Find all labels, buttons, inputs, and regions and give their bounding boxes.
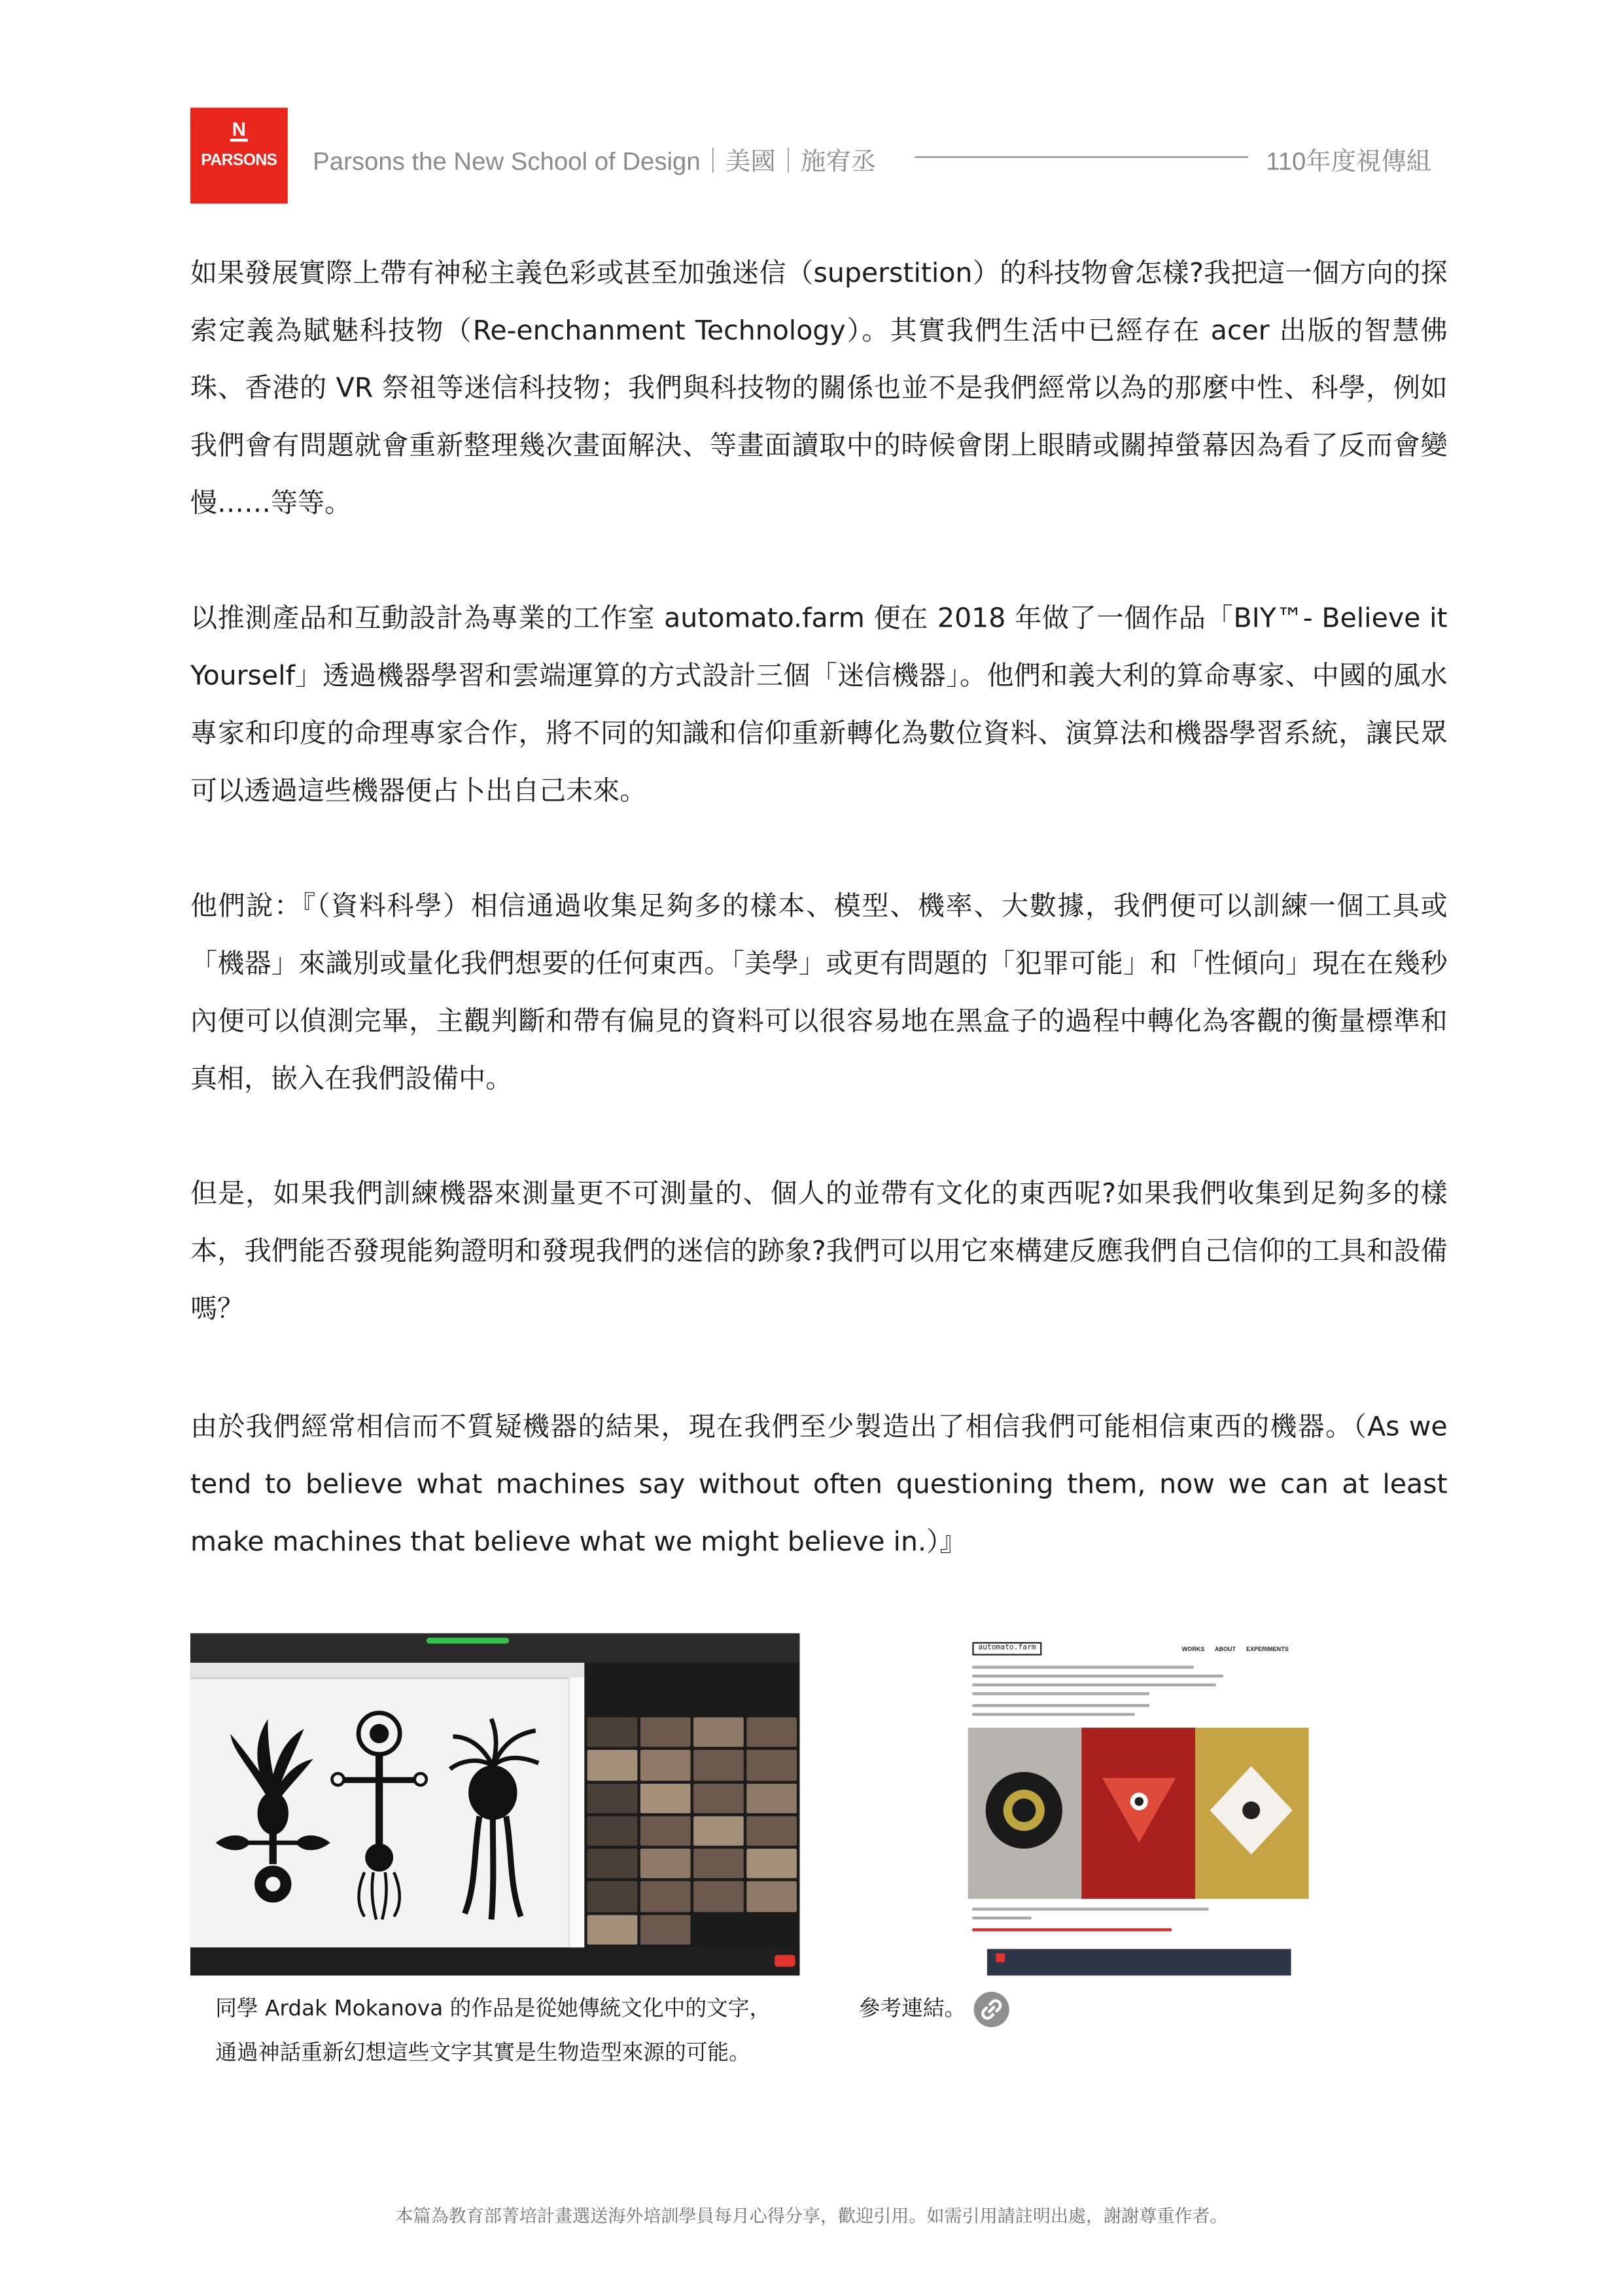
participant-tile [693,1717,744,1747]
logo-mark: N [231,121,248,142]
caption-line-2: 通過神話重新幻想這些文字其實是生物造型來源的可能。 [215,2042,750,2066]
preorder-notice [972,1928,1171,1932]
participant-tile [693,1783,744,1813]
shared-screen [190,1663,584,1947]
product-panel-gold [1195,1728,1309,1899]
participant-tile [693,1849,744,1879]
participant-tile [587,1783,638,1813]
sharing-indicator [427,1638,509,1644]
zoom-meeting-screenshot [190,1633,800,1975]
leave-button [775,1955,795,1967]
product-panel-red [1081,1728,1195,1899]
text-line [972,1665,1193,1669]
window-title-bar [190,1645,800,1663]
header-issue: 110年度視傳組 [1266,147,1432,176]
paragraph-2: 以推測產品和互動設計為專業的工作室 automato.farm 便在 2018 年做了一個作品「BIY™- Believe it Yourself」透過機器學習和雲端運算的方式設計三個「迷信機器」。他們和義大利的算命專家、中國的風水專家和印度的命理專家合作，將不同的知識和信仰重新轉化為數位資料、演算法和機器學習系統，讓民眾可以透過這些機器便占卜出自己未來。 [190,603,1448,807]
participant-tile [693,1816,744,1846]
text-line [972,1675,1223,1678]
participant-tile [640,1783,691,1813]
site-brand: automato.farm [972,1642,1041,1655]
text-line [972,1713,1134,1716]
video-banner [987,1949,1291,1976]
meeting-control-bar [190,1947,800,1975]
participant-tile [587,1717,638,1747]
product-panel-gray [968,1728,1082,1899]
participant-tile [587,1915,638,1945]
participant-tile [640,1915,691,1945]
text-line [972,1692,1149,1696]
header-title: Parsons the New School of Design｜美國｜施宥丞 [313,147,877,176]
website-screenshot [968,1636,1310,1978]
participant-tile [693,1882,744,1912]
participant-tile [746,1750,797,1781]
participant-tile [746,1783,797,1813]
participant-tile [640,1816,691,1846]
text-line [972,1704,1149,1707]
parsons-logo [190,108,288,204]
participant-tile [746,1816,797,1846]
triangle-device-image [1081,1728,1195,1899]
participant-tile [587,1816,638,1846]
logo-wordmark: PARSONS [201,152,277,170]
participant-tile [587,1882,638,1912]
caption-line-1: 同學 Ardak Mokanova 的作品是從她傳統文化中的文字， [215,1997,771,2022]
tool-sidebar [568,1678,584,1948]
text-line [972,1907,1208,1911]
figure-2-caption: 參考連結。 [858,1997,966,2022]
participant-tile [640,1882,691,1912]
paragraph-4: 但是，如果我們訓練機器來測量更不可測量的、個人的並帶有文化的東西呢?如果我們收集到足夠多的樣本，我們能否發現能夠證明和發現我們的迷信的跡象?我們可以用它來構建反應我們自己信仰的工具和設備嗎？ [190,1179,1448,1325]
diamond-device-image [1195,1728,1309,1899]
text-line [972,1684,1215,1687]
paragraph-1: 如果發展實際上帶有神秘主義色彩或甚至加強迷信（superstition）的科技物會怎樣?我把這一個方向的探索定義為賦魅科技物（Re-enchanment Technology）。其實我們生活中已經存在 acer 出版的智慧佛珠、香港的 VR 祭祖等迷信科技物；我們與科技物的關係也並不是我們經常以為的那麼中性、科學，例如我們會有問題就會重新整理幾次畫面解決、等畫面讀取中的時候會閉上眼睛或關掉螢幕因為看了反而會變慢……等等。 [190,258,1448,519]
participant-tile [587,1849,638,1879]
site-nav: WORKS ABOUT EXPERIMENTS [1181,1644,1289,1653]
link-icon[interactable] [974,1992,1009,2027]
participant-tile [587,1750,638,1781]
page-footer: 本篇為教育部菁培計畫選送海外培訓學員每月心得分享，歡迎引用。如需引用請註明出處，謝謝尊重作者。 [395,2205,1228,2227]
figure-1-caption [215,1987,771,2076]
participant-tile [693,1750,744,1781]
participant-tile [640,1849,691,1879]
link-glyph [974,1992,1009,2027]
paragraph-5: 由於我們經常相信而不質疑機器的結果，現在我們至少製造出了相信我們可能相信東西的機器。（As we tend to believe what machines say without often questioning them, now we can at least make machines that believe what we might believe in.）』 [190,1412,1448,1558]
participant-gallery [584,1714,799,1947]
glyph-artwork [190,1678,570,1948]
browser-toolbar [190,1663,584,1679]
participant-tile [746,1717,797,1747]
participant-tile [746,1882,797,1912]
circular-device-image [968,1728,1082,1899]
participant-tile [746,1849,797,1879]
text-line [972,1917,1031,1920]
header-divider [915,156,1248,158]
participant-tile [640,1717,691,1747]
paragraph-3: 他們說：『（資料科學）相信通過收集足夠多的樣本、模型、機率、大數據，我們便可以訓練一個工具或「機器」來識別或量化我們想要的任何東西。「美學」或更有問題的「犯罪可能」和「性傾向」現在在幾秒內便可以偵測完畢，主觀判斷和帶有偏見的資料可以很容易地在黑盒子的過程中轉化為客觀的衡量標準和真相，嵌入在我們設備中。 [190,891,1448,1095]
participant-tile [640,1750,691,1781]
banner-badge [996,1953,1005,1962]
